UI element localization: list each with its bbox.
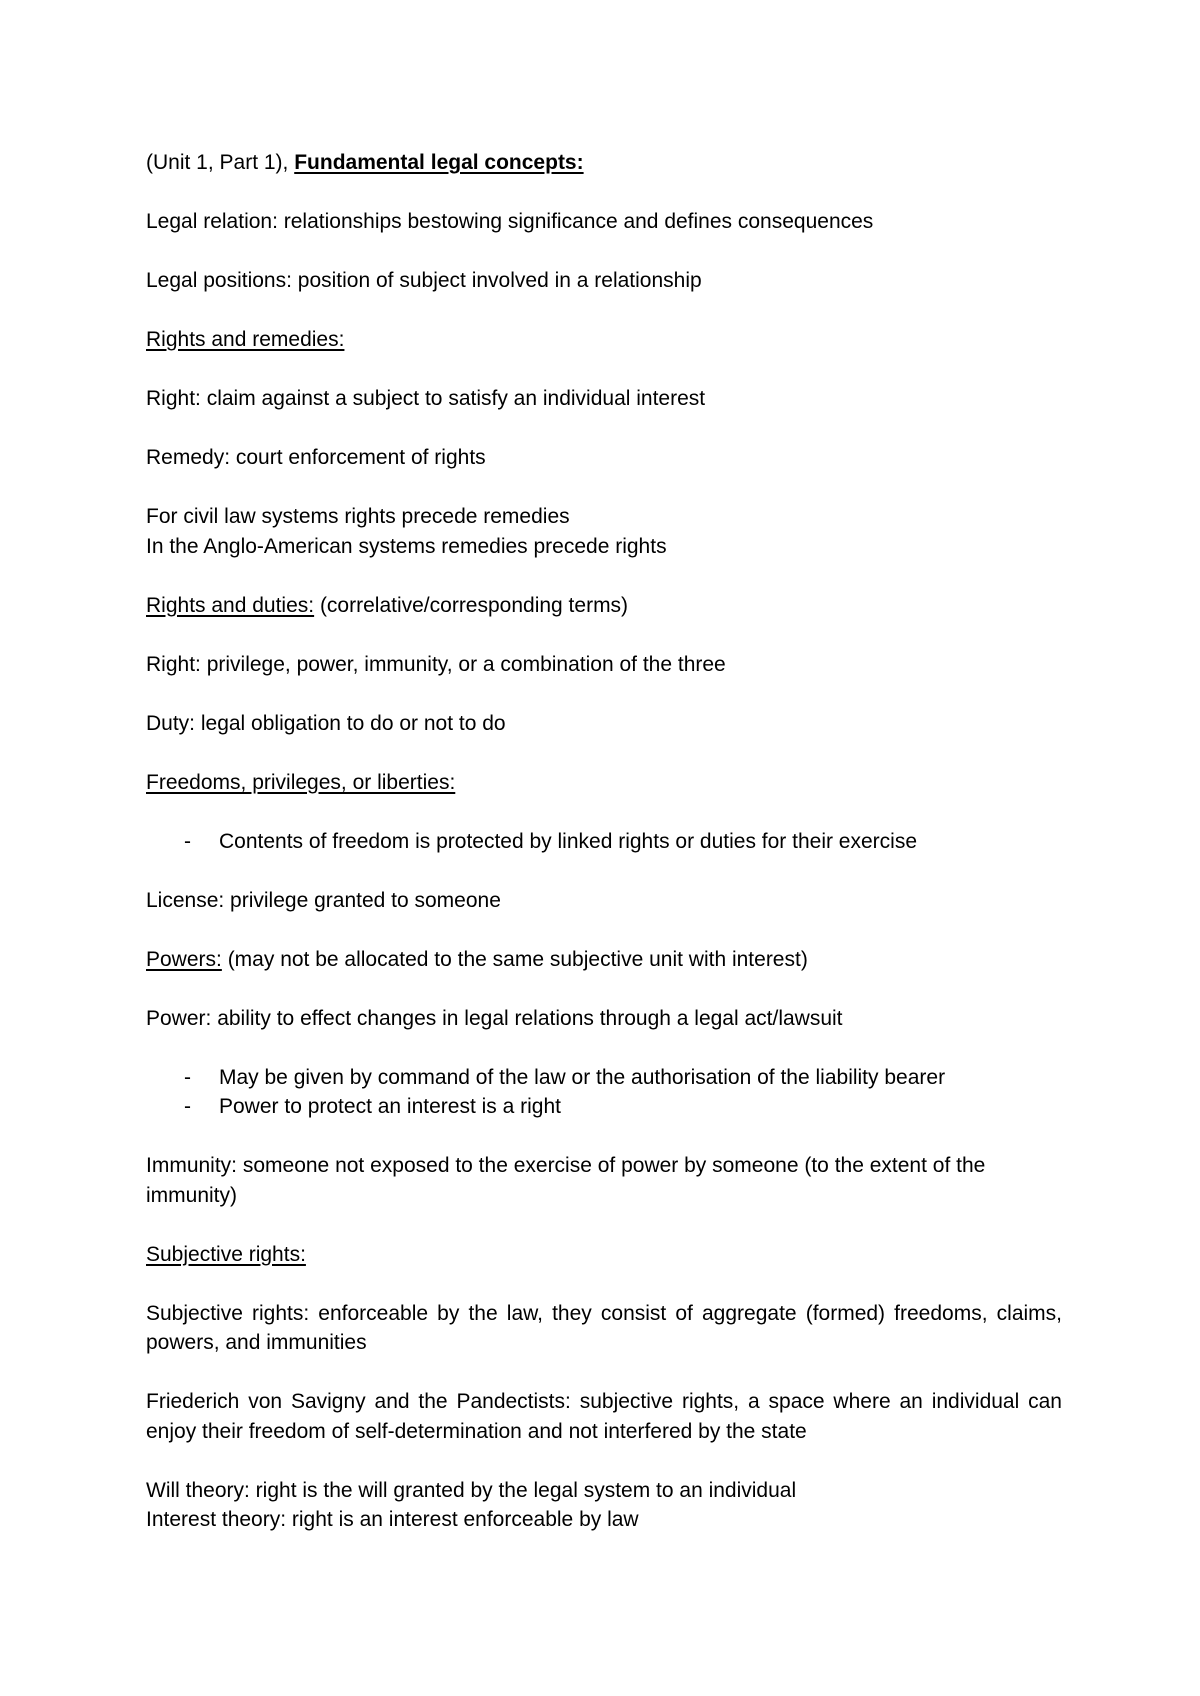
rights-duties-note: (correlative/corresponding terms) (314, 593, 629, 617)
freedoms-heading (146, 768, 1062, 798)
rights-duties-heading (146, 591, 1062, 621)
legal-relation-text: Legal relation: relationships bestowing significance and defines consequences (146, 210, 874, 233)
right-privilege-text: Right: privilege, power, immunity, or a combination of the three (146, 652, 726, 676)
remedy-definition: Remedy: court enforcement of rights (146, 446, 486, 469)
document-body (146, 148, 1062, 1564)
subjective-rights-definition: Subjective rights: enforceable by the law, they consist of aggregate (formed) freedoms, claims, powers, and immunities (146, 1301, 1062, 1354)
heading-title: Fundamental legal concepts: (294, 151, 584, 174)
anglo-american-text: In the Anglo-American systems remedies precede rights (146, 534, 667, 558)
freedoms-bullet-list (146, 827, 1062, 857)
list-item-text: Contents of freedom is protected by linked rights or duties for their exercise (219, 829, 918, 853)
duty-definition: Duty: legal obligation to do or not to do (146, 711, 506, 735)
civil-law-text: For civil law systems rights precede remedies (146, 505, 570, 528)
power-definition: Power: ability to effect changes in legal relations through a legal act/lawsuit (146, 1006, 843, 1030)
freedoms-heading-label: Freedoms, privileges, or liberties: (146, 770, 456, 794)
interest-theory-text: Interest theory: right is an interest enforceable by law (146, 1508, 639, 1531)
bullet-dash: - (184, 1095, 191, 1118)
powers-heading (146, 945, 1062, 975)
powers-heading-label: Powers: (146, 947, 222, 971)
heading-prefix: (Unit 1, Part 1), (146, 151, 295, 174)
list-item-text: Power to protect an interest is a right (219, 1095, 561, 1118)
list-item-text: May be given by command of the law or the authorisation of the liability bearer (219, 1065, 946, 1089)
list-item (146, 1063, 1062, 1093)
rights-remedies-heading-label: Rights and remedies: (146, 328, 345, 351)
right-definition: Right: claim against a subject to satisfy an individual interest (146, 387, 706, 410)
will-theory-text: Will theory: right is the will granted by the legal system to an individual (146, 1478, 797, 1502)
rights-remedies-heading (146, 325, 1062, 355)
license-definition: License: privilege granted to someone (146, 888, 501, 912)
bullet-dash: - (184, 829, 191, 853)
subjective-rights-heading-label: Subjective rights: (146, 1242, 306, 1266)
immunity-definition: Immunity: someone not exposed to the exercise of power by someone (to the extent of the immunity) (146, 1154, 986, 1207)
list-item (146, 1092, 1062, 1122)
bullet-dash: - (184, 1065, 191, 1089)
document-heading (146, 148, 1062, 178)
savigny-text: Friederich von Savigny and the Pandectists: subjective rights, a space where an individual can enjoy their freedom of self-determination and not interfered by the state (146, 1390, 1062, 1443)
list-item (146, 827, 1062, 857)
power-bullet-list (146, 1063, 1062, 1122)
rights-duties-heading-label: Rights and duties: (146, 593, 315, 617)
powers-note: (may not be allocated to the same subjective unit with interest) (221, 947, 808, 971)
legal-positions-text: Legal positions: position of subject involved in a relationship (146, 269, 702, 292)
subjective-rights-heading (146, 1240, 1062, 1270)
